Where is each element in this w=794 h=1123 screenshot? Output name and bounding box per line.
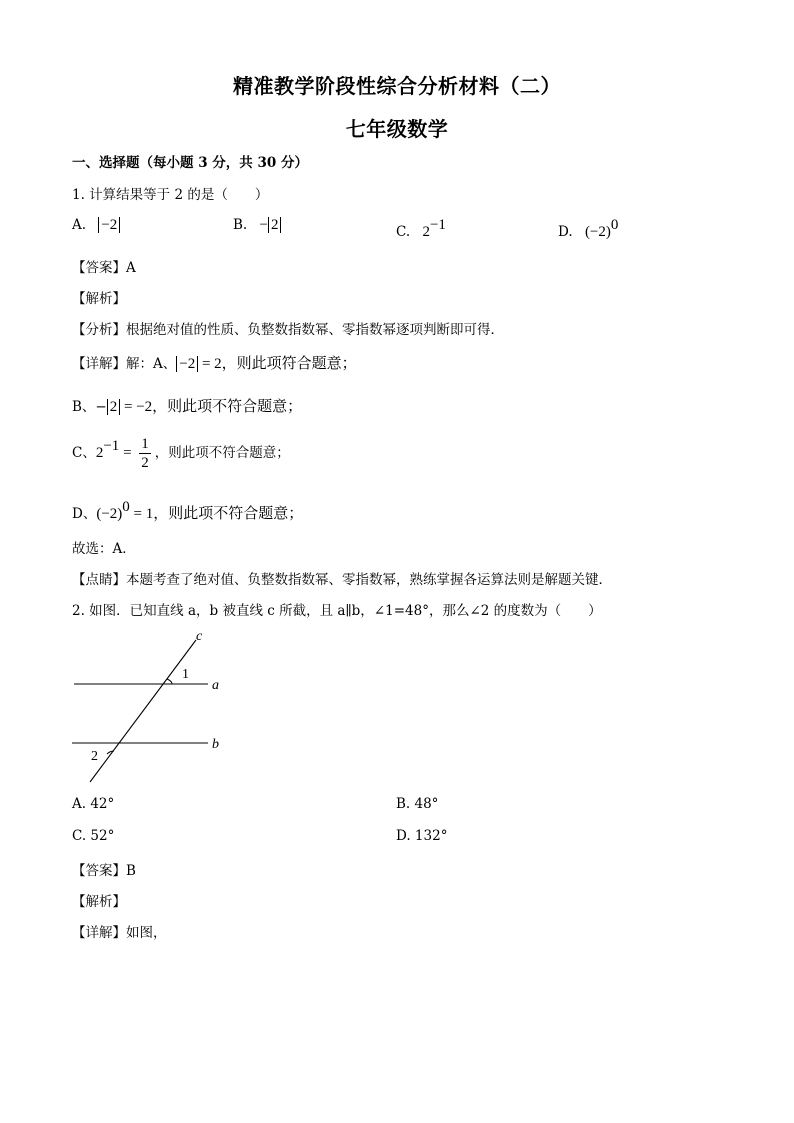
detail-base: 2 [95, 445, 104, 461]
line-c [90, 640, 196, 782]
q1-option-c [396, 217, 446, 241]
angle-2-arc [107, 751, 114, 754]
option-label: B. [233, 217, 248, 233]
q1-detail-d [72, 499, 303, 523]
q1-detail-a [72, 352, 357, 373]
option-exponent: −1 [429, 217, 446, 233]
section-heading: 一、选择题（每小题 3 分，共 30 分） [72, 155, 308, 171]
q2-option-d: D. 132° [396, 828, 448, 844]
detail-exponent: 0 [122, 499, 130, 515]
detail-rest: ，则此项不符合题意； [154, 445, 290, 461]
q1-choice: 故选：A． [72, 541, 136, 557]
q1-option-a [72, 217, 120, 233]
option-label: D. [558, 224, 573, 240]
fraction-one-half [139, 435, 151, 472]
label-angle-2: 2 [91, 749, 98, 764]
detail-prefix: 【详解】解：A、 [72, 356, 177, 372]
q2-option-b: B. 48° [396, 796, 439, 812]
q2-answer: 【答案】B [72, 863, 136, 879]
q2-option-c: C. 52° [72, 828, 115, 844]
option-exponent: 0 [610, 217, 619, 233]
q1-stem: 1. 计算结果等于 2 的是（ ） [72, 187, 269, 203]
fraction-denominator: 2 [141, 455, 149, 471]
detail-prefix: B、− [72, 399, 107, 415]
detail-prefix: D、 [72, 506, 97, 522]
parallel-lines-figure [66, 626, 246, 786]
q1-fenxi: 【分析】根据绝对值的性质、负整数指数幂、零指数幂逐项判断即可得． [72, 322, 504, 338]
label-angle-1: 1 [182, 667, 189, 682]
q1-answer: 【答案】A [72, 260, 136, 276]
label-b: b [212, 737, 219, 752]
angle-1-arc [167, 679, 172, 684]
q1-analysis-tag: 【解析】 [72, 291, 126, 307]
option-math: −2 [98, 217, 120, 233]
page-title: 精准教学阶段性综合分析材料（二） [233, 74, 561, 98]
detail-base: (−2) [96, 506, 123, 522]
q1-detail-b [72, 395, 302, 416]
option-base: 2 [422, 224, 430, 240]
option-base: (−2) [584, 224, 611, 240]
detail-rest: = 1，则此项不符合题意； [129, 506, 304, 522]
option-label: C. [396, 224, 411, 240]
detail-rest: = −2，则此项不符合题意； [120, 399, 303, 415]
q2-stem: 2. 如图．已知直线 a，b 被直线 c 所截，且 a∥b，∠1=48°，那么∠2 的度数为（ ） [72, 603, 602, 619]
detail-equals: = [119, 445, 136, 461]
q1-option-d [558, 217, 618, 241]
q1-detail-c [72, 435, 290, 472]
q2-option-a: A. 42° [72, 796, 115, 812]
q2-analysis-tag: 【解析】 [72, 894, 126, 910]
label-a: a [212, 678, 219, 693]
detail-math: −2 [176, 356, 198, 372]
detail-prefix: C、 [72, 445, 96, 461]
detail-rest: = 2，则此项符合题意； [198, 356, 357, 372]
q2-detail: 【详解】如图， [72, 925, 167, 941]
option-label: A. [72, 217, 87, 233]
q1-dianjing: 【点睛】本题考查了绝对值、负整数指数幂、零指数幂，熟练掌握各运算法则是解题关键． [72, 572, 612, 588]
label-c: c [196, 629, 203, 644]
page-subtitle: 七年级数学 [345, 117, 449, 141]
fraction-numerator: 1 [141, 436, 149, 452]
option-math: 2 [268, 217, 282, 233]
option-sign: − [259, 217, 268, 233]
detail-math: 2 [107, 399, 121, 415]
q1-option-b [233, 217, 281, 234]
detail-exponent: −1 [103, 438, 120, 454]
